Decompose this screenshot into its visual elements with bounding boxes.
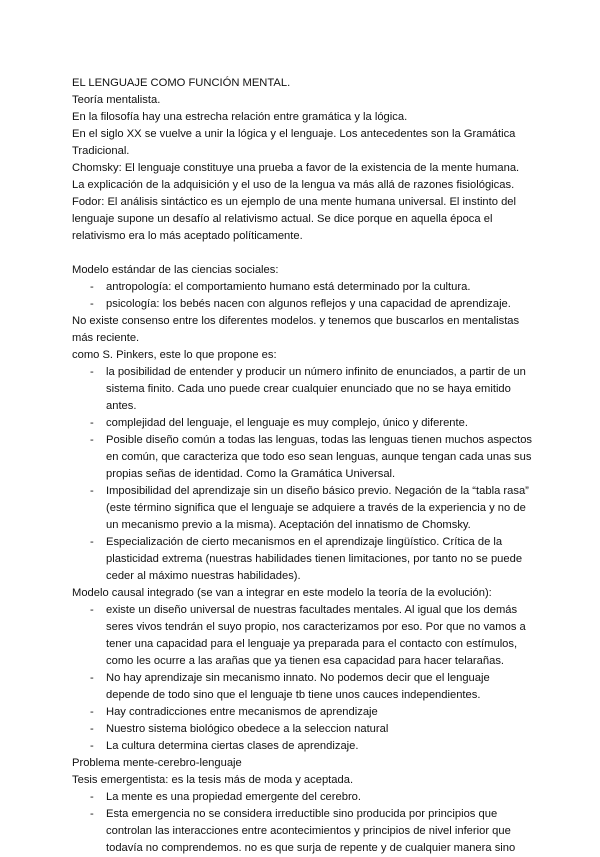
- bullet-list: [72, 279, 532, 313]
- section-heading: Problema mente-cerebro-lenguaje: [72, 757, 242, 769]
- section-heading: Modelo estándar de las ciencias sociales:: [72, 264, 279, 276]
- list-item: - Posible diseño común a todas las lenguas, todas las lenguas tienen muchos aspectos en común, que caracteriza que todo eso sean lenguas, aunque tengan cada unas sus propias señas de identidad. Como la Gramática Universal.: [72, 432, 532, 483]
- section-heading: Modelo causal integrado (se van a integrar en este modelo la teoría de la evolución):: [72, 587, 492, 599]
- list-item: - psicología: los bebés nacen con algunos reflejos y una capacidad de aprendizaje.: [72, 296, 532, 313]
- bullet-list: [72, 602, 532, 755]
- intro-line: En la filosofía hay una estrecha relación entre gramática y la lógica.: [72, 111, 408, 123]
- list-item: - existe un diseño universal de nuestras facultades mentales. Al igual que los demás seres vivos tendrán el suyo propio, nos caracterizamos por eso. Por que no vamos a tener una capacidad para el lenguaje ya preparada para el contacto con estímulos, como les ocurre a las arañas que ya tienen esa capacidad para hacer telarañas.: [72, 602, 532, 670]
- doc-title: EL LENGUAJE COMO FUNCIÓN MENTAL.: [72, 77, 291, 89]
- list-item: - Hay contradicciones entre mecanismos de aprendizaje: [72, 704, 532, 721]
- list-item: - complejidad del lenguaje, el lenguaje es muy complejo, único y diferente.: [72, 415, 532, 432]
- list-item: - La cultura determina ciertas clases de aprendizaje.: [72, 738, 532, 755]
- intro-line: Fodor: El análisis sintáctico es un ejemplo de una mente humana universal. El instinto del lenguaje supone un desafío al relativismo actual. Se dice porque en aquella época el relativismo era lo más aceptado políticamente.: [72, 196, 517, 242]
- list-item: - Imposibilidad del aprendizaje sin un diseño básico previo. Negación de la “tabla rasa” (este término significa que el lenguaje se adquiere a través de la experiencia y no de un mecanismo previo a la misma). Aceptación del innatismo de Chomsky.: [72, 483, 532, 534]
- document-body: [72, 75, 532, 857]
- bullet-list: [72, 789, 532, 857]
- list-item: - la posibilidad de entender y producir un número infinito de enunciados, a partir de un sistema finito. Cada uno puede crear cualquier enunciado que no se haya emitido antes.: [72, 364, 532, 415]
- list-item: - No hay aprendizaje sin mecanismo innato. No podemos decir que el lenguaje depende de todo sino que el lenguaje tb tiene unos cauces independientes.: [72, 670, 532, 704]
- intro-line: Teoría mentalista.: [72, 94, 161, 106]
- intro-line: En el siglo XX se vuelve a unir la lógica y el lenguaje. Los antecedentes son la Gramática Tradicional.: [72, 128, 516, 157]
- list-item: - Especialización de cierto mecanismos en el aprendizaje lingüístico. Crítica de la plasticidad extrema (nuestras habilidades tienen limitaciones, por tanto no se puede ceder al máximo nuestras habilidades).: [72, 534, 532, 585]
- list-item: - Esta emergencia no se considera irreductible sino producida por principios que controlan las interacciones entre acontecimientos y principios de nivel inferior que todavía no comprendemos. no es que surja de repente y de cualquier manera sino: [72, 806, 532, 857]
- section-heading: como S. Pinkers, este lo que propone es:: [72, 349, 277, 361]
- list-item: - Nuestro sistema biológico obedece a la seleccion natural: [72, 721, 532, 738]
- list-item: - antropología: el comportamiento humano está determinado por la cultura.: [72, 279, 532, 296]
- section-heading: Tesis emergentista: es la tesis más de moda y aceptada.: [72, 774, 354, 786]
- intro-line: Chomsky: El lenguaje constituye una prueba a favor de la existencia de la mente humana.: [72, 162, 520, 174]
- paragraph: No existe consenso entre los diferentes modelos. y tenemos que buscarlos en mentalistas más reciente.: [72, 315, 520, 344]
- intro-line: La explicación de la adquisición y el uso de la lengua va más allá de razones fisiológicas.: [72, 179, 515, 191]
- bullet-list: [72, 364, 532, 585]
- list-item: - La mente es una propiedad emergente del cerebro.: [72, 789, 532, 806]
- paragraph-gap: [72, 245, 532, 262]
